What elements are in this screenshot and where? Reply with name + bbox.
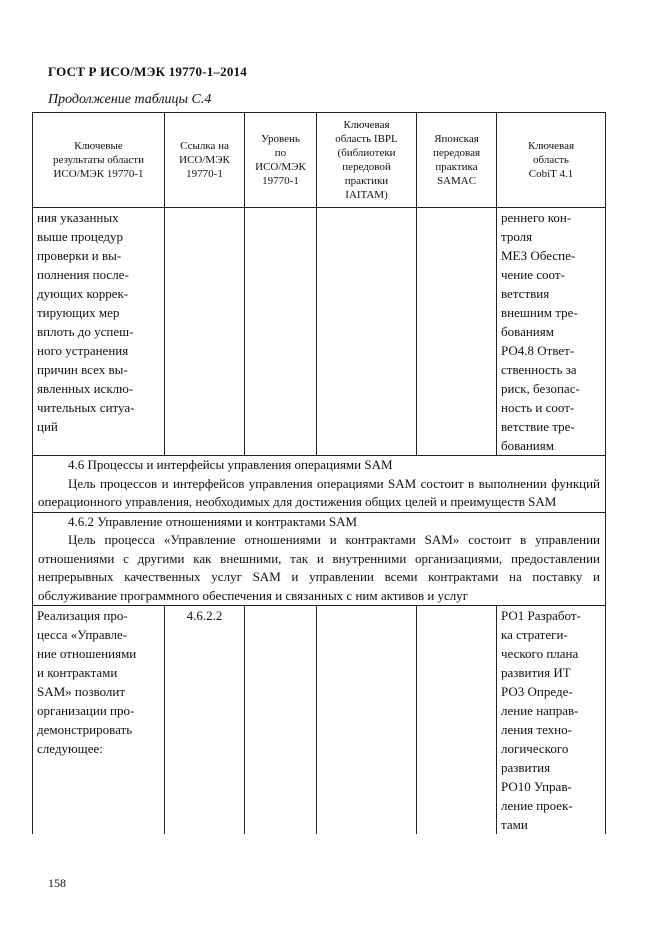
comparison-table bbox=[32, 112, 606, 834]
table-row bbox=[33, 208, 606, 456]
row2-col6-text: РО1 Разработ- ка стратеги- ческого плана развития ИТ РО3 Опреде- ление направ- ления техно- логического развития РО10 Управ- ление проек- тами bbox=[501, 608, 581, 832]
row2-col5 bbox=[417, 606, 497, 835]
section1-text: Цель процессов и интерфейсов управления операциями SAM состоит в выполнении функций операционного управления, необходимых для достижения общих целей и преимуществ SAM bbox=[38, 475, 600, 509]
row1-col1-text: ния указанных выше процедур проверки и вы- полнения после- дующих коррек- тирующих мер вплоть до успеш- ного устранения причин всех вы- явленных исклю- чительных ситуа- ций bbox=[37, 210, 135, 434]
row1-col3 bbox=[245, 208, 317, 456]
section2-cell bbox=[33, 512, 606, 606]
table-caption: Продолжение таблицы С.4 bbox=[48, 92, 212, 107]
row2-col1-text: Реализация про- цесса «Управле- ние отношениями и контрактами SAM» позволит организации про- демонстрировать следующее: bbox=[37, 608, 137, 756]
table-row bbox=[33, 606, 606, 835]
row2-col4 bbox=[317, 606, 417, 835]
section2-title: 4.6.2 Управление отношениями и контрактами SAM bbox=[68, 513, 358, 529]
header-iso-level-label: Уровень по ИСО/МЭК 19770-1 bbox=[255, 133, 306, 187]
row1-col1 bbox=[33, 208, 165, 456]
row2-col3 bbox=[245, 606, 317, 835]
page-number: 158 bbox=[48, 876, 66, 890]
header-samac bbox=[417, 113, 497, 208]
row1-col6-text: реннего кон- троля МЕЗ Обеспе- чение соот- ветствия внешним тре- бованиям РО4.8 Ответ- ственность за риск, безопас- ность и соот- ветствие тре- бованиям bbox=[501, 210, 580, 453]
row2-col1 bbox=[33, 606, 165, 835]
header-cobit-label: Ключевая область CobiT 4.1 bbox=[527, 140, 575, 180]
row2-col6 bbox=[497, 606, 606, 835]
row1-col6 bbox=[497, 208, 606, 456]
header-iso-results-label: Ключевые результаты области ИСО/МЭК 19770-1 bbox=[53, 140, 144, 180]
header-iso-results bbox=[33, 113, 165, 208]
document-standard-title: ГОСТ Р ИСО/МЭК 19770-1–2014 bbox=[48, 64, 247, 79]
section1-cell bbox=[33, 456, 606, 513]
header-ibpl-area bbox=[317, 113, 417, 208]
header-cobit bbox=[497, 113, 606, 208]
header-samac-label: Японская передовая практика SAMAC bbox=[432, 133, 481, 187]
row2-col2 bbox=[165, 606, 245, 835]
table-header-row bbox=[33, 113, 606, 208]
section-row bbox=[33, 456, 606, 513]
header-iso-reference-label: Ссылка на ИСО/МЭК 19770-1 bbox=[179, 140, 230, 180]
row1-col4 bbox=[317, 208, 417, 456]
header-ibpl-area-label: Ключевая область IBPL (библиотеки передовой практики IAITAM) bbox=[335, 119, 398, 201]
header-iso-reference bbox=[165, 113, 245, 208]
section2-text: Цель процесса «Управление отношениями и контрактами SAM» состоит в управлении отношениями с другими как внешними, так и внутренними организациями, предоставлении непрерывных качественных услуг SAM и управлении всеми контрактами на поставку и обслуживание программного обеспечения и связанных с ним активов и услуг bbox=[38, 532, 600, 603]
section1-title: 4.6 Процессы и интерфейсы управления операциями SAM bbox=[68, 457, 393, 472]
section-row bbox=[33, 512, 606, 606]
row1-col5 bbox=[417, 208, 497, 456]
row1-col2 bbox=[165, 208, 245, 456]
header-iso-level bbox=[245, 113, 317, 208]
row2-col2-text: 4.6.2.2 bbox=[186, 608, 223, 623]
